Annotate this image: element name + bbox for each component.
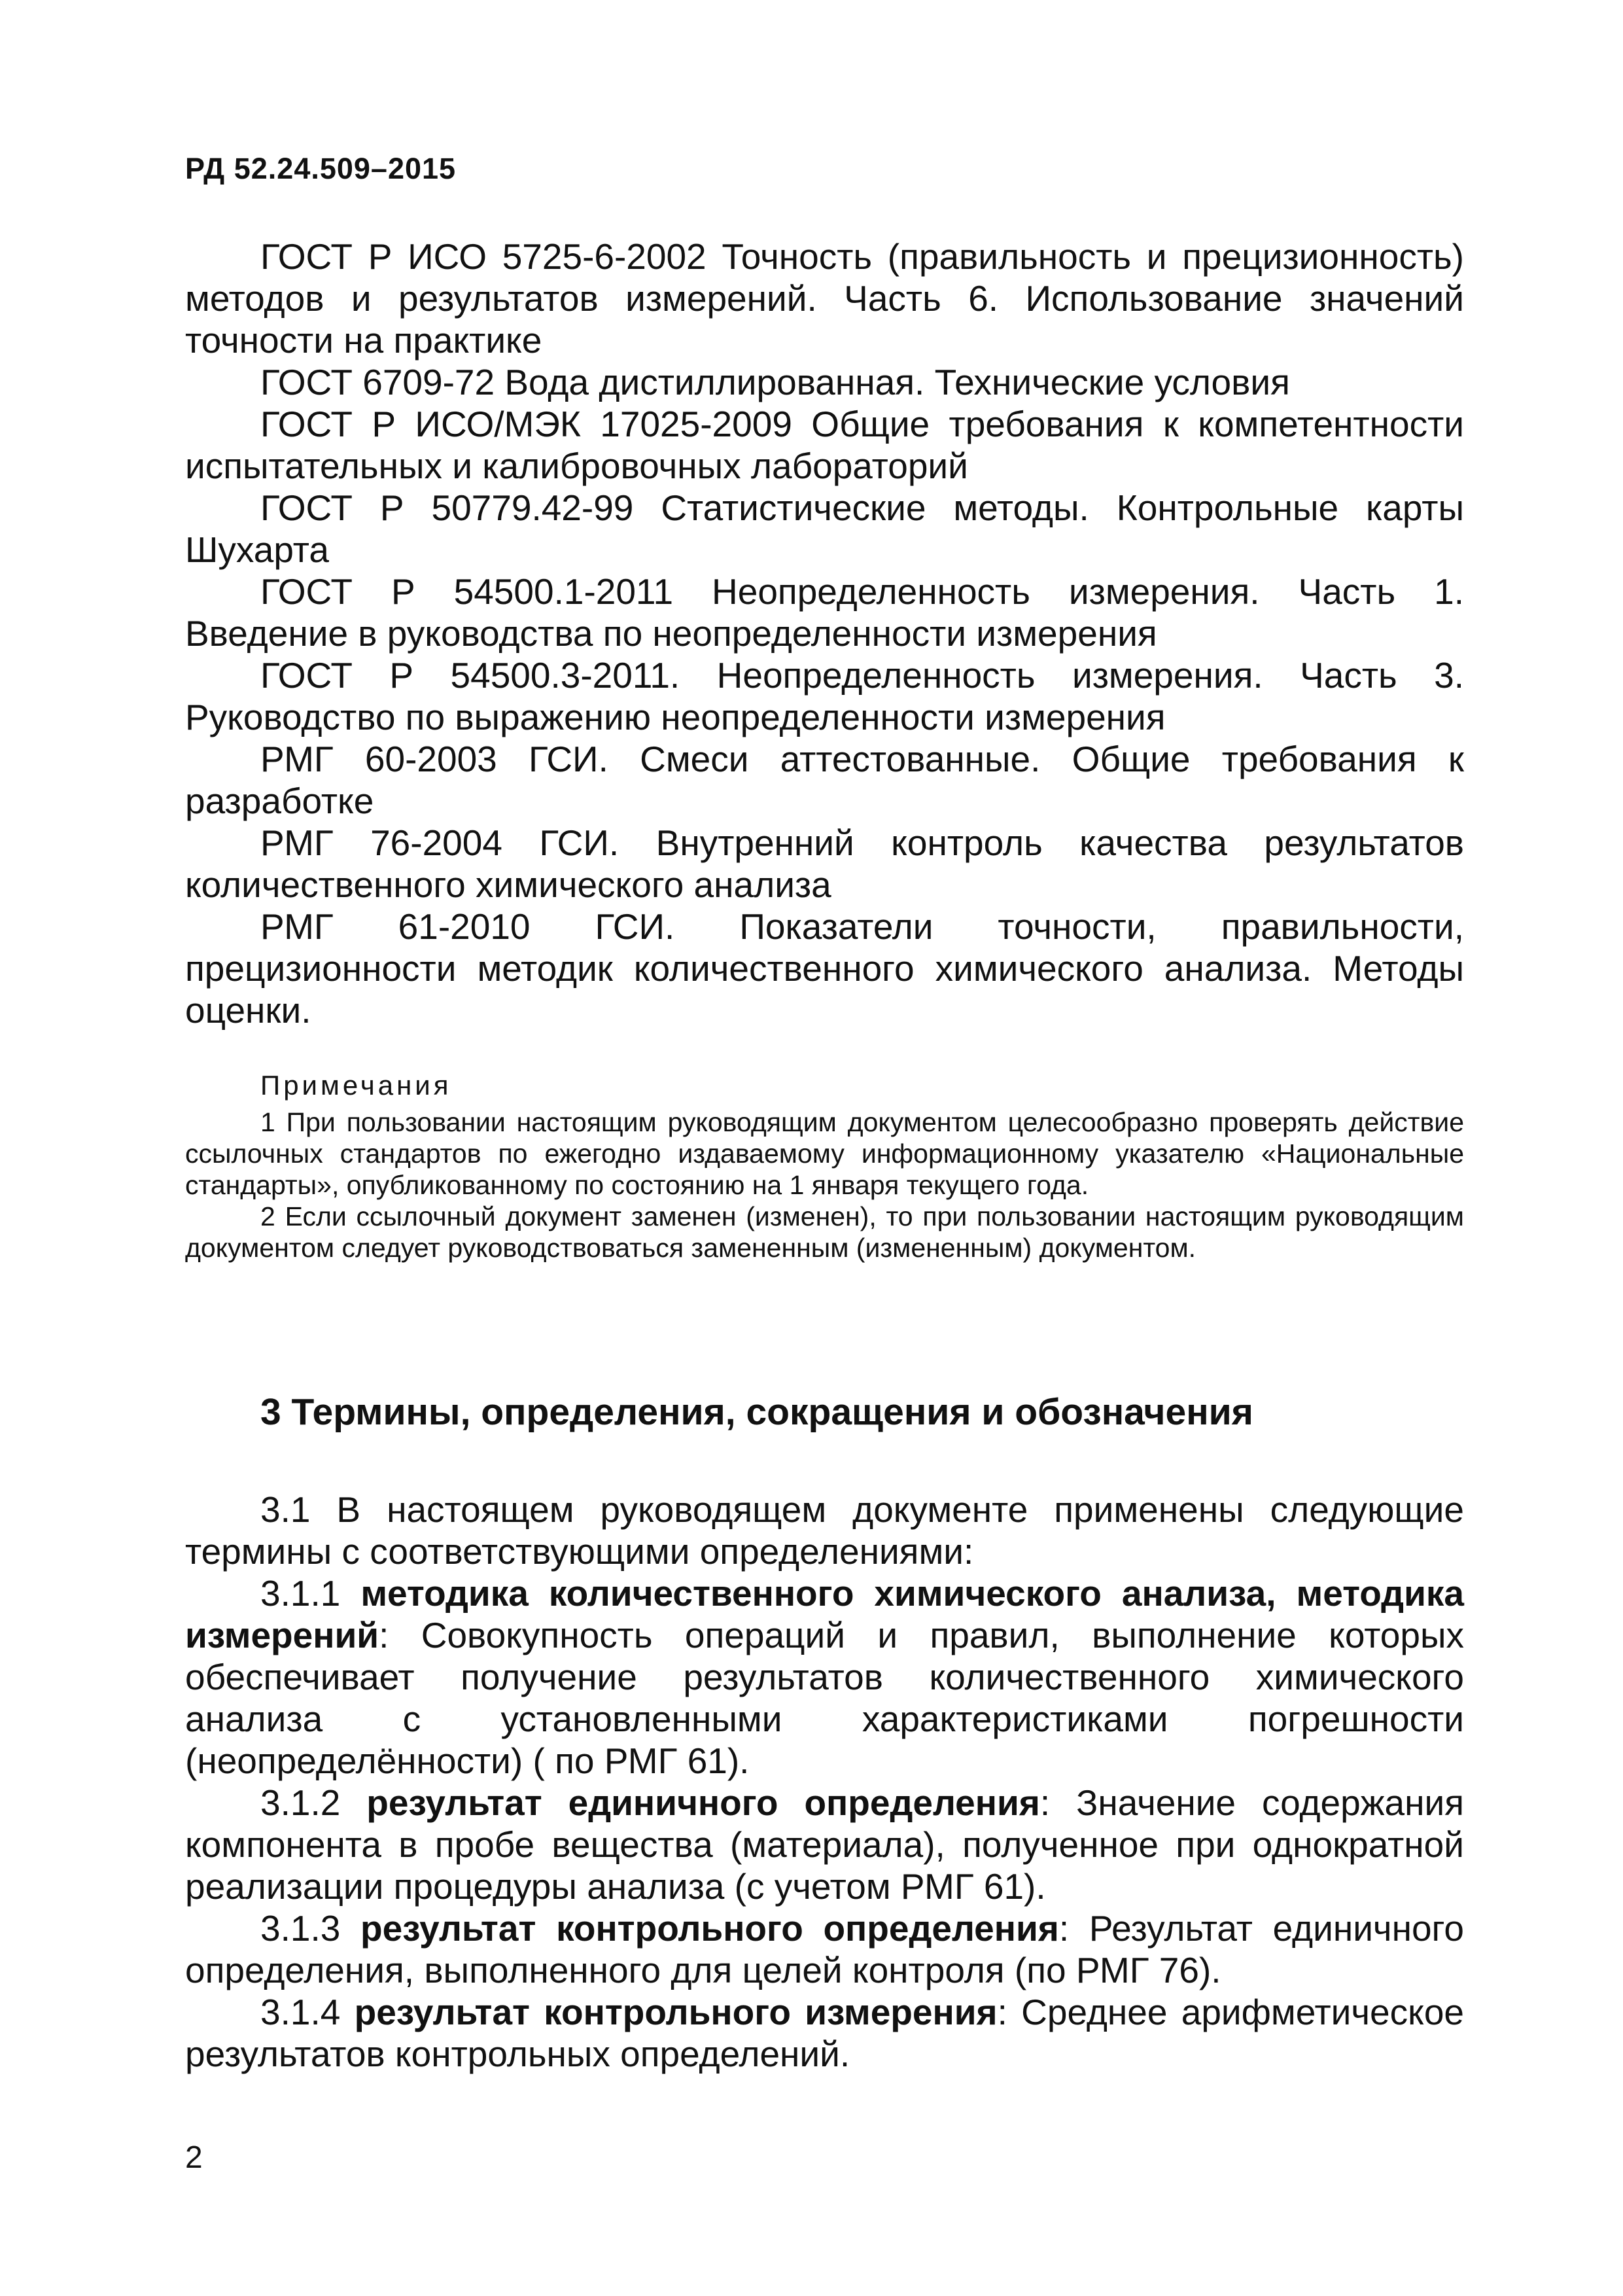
document-code: РД 52.24.509–2015 <box>185 152 457 185</box>
term-definition <box>185 1907 1464 1991</box>
notes-block <box>185 1070 1464 1263</box>
term-text: : Значение содержания компонента в пробе вещества (материала), полученное при однократной реализации процедуры анализа (с учетом РМГ 61). <box>185 1782 1464 1907</box>
reference-item: ГОСТ 6709-72 Вода дистиллированная. Технические условия <box>260 362 1290 402</box>
term-number: 3.1.1 <box>260 1573 341 1614</box>
term-definition <box>185 1782 1464 1907</box>
reference-item: ГОСТ Р 50779.42-99 Статистические методы. Контрольные карты Шухарта <box>185 487 1464 570</box>
section-3-title: 3 Термины, определения, сокращения и обозначения <box>260 1391 1253 1433</box>
page-number: 2 <box>185 2140 203 2175</box>
term-number: 3.1.3 <box>260 1908 341 1949</box>
normative-references-list <box>185 236 1464 1031</box>
reference-item: РМГ 60-2003 ГСИ. Смеси аттестованные. Общие требования к разработке <box>185 739 1464 821</box>
note-item: 1 При пользовании настоящим руководящим документом целесообразно проверять действие ссылочных стандартов по ежегодно издаваемому информационному указателю «Национальные стандарты», опубликованному по состоянию на 1 января текущего года. <box>185 1107 1464 1200</box>
terms-section <box>185 1489 1464 2075</box>
term-definition <box>185 1572 1464 1782</box>
reference-item: ГОСТ Р ИСО/МЭК 17025-2009 Общие требования к компетентности испытательных и калибровочных лабораторий <box>185 404 1464 486</box>
term-name: результат единичного определения <box>366 1782 1040 1823</box>
term-definition <box>185 1991 1464 2075</box>
term-name: результат контрольного определения <box>360 1908 1059 1949</box>
term-number: 3.1.2 <box>260 1782 341 1823</box>
reference-item: РМГ 61-2010 ГСИ. Показатели точности, правильности, прецизионности методик количественного химического анализа. Методы оценки. <box>185 906 1464 1031</box>
term-name: результат контрольного измерения <box>354 1992 998 2032</box>
reference-item: ГОСТ Р ИСО 5725-6-2002 Точность (правильность и прецизионность) методов и результатов измерений. Часть 6. Использование значений точности на практике <box>185 236 1464 361</box>
term-text: : Совокупность операций и правил, выполнение которых обеспечивает получение результатов количественного химического анализа с установленными характеристиками погрешности (неопределённости) ( по РМГ 61). <box>185 1615 1464 1781</box>
term-number: 3.1.4 <box>260 1992 341 2032</box>
reference-item: ГОСТ Р 54500.3-2011. Неопределенность измерения. Часть 3. Руководство по выражению неопределенности измерения <box>185 655 1464 737</box>
reference-item: ГОСТ Р 54500.1-2011 Неопределенность измерения. Часть 1. Введение в руководства по неопределенности измерения <box>185 571 1464 654</box>
section-intro: 3.1 В настоящем руководящем документе применены следующие термины с соответствующими определениями: <box>185 1489 1464 1572</box>
term-text: : Результат единичного определения, выполненного для целей контроля (по РМГ 76). <box>185 1908 1464 1990</box>
notes-title: Примечания <box>260 1070 452 1101</box>
term-name: методика количественного химического анализа, методика измерений <box>185 1573 1464 1655</box>
reference-item: РМГ 76-2004 ГСИ. Внутренний контроль качества результатов количественного химического анализа <box>185 822 1464 905</box>
note-item: 2 Если ссылочный документ заменен (изменен), то при пользовании настоящим руководящим документом следует руководствоваться замененным (измененным) документом. <box>185 1201 1464 1263</box>
term-text: : Среднее арифметическое результатов контрольных определений. <box>185 1992 1464 2074</box>
